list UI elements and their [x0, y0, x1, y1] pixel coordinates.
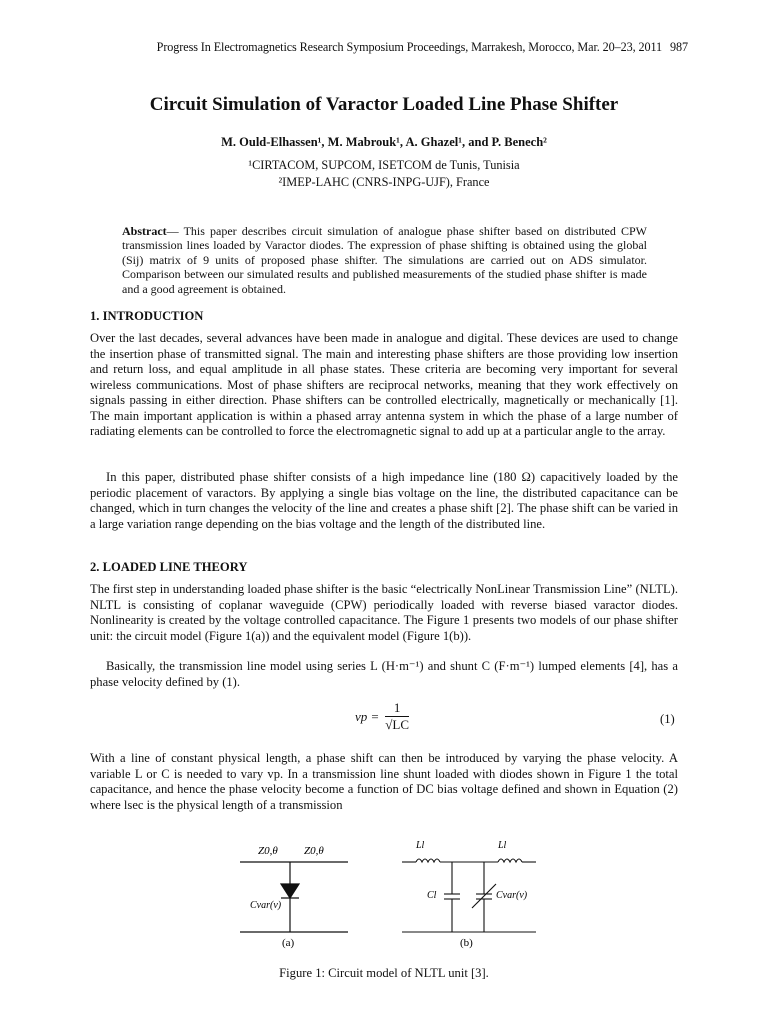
varactor-diode-icon: [281, 884, 299, 898]
circuit-model-a: [240, 862, 348, 932]
inductor-2-icon: [498, 859, 522, 862]
page-number: 987: [670, 40, 688, 54]
equation-denominator: √LC: [385, 717, 410, 732]
theory-paragraph-2: Basically, the transmission line model using series L (H·m⁻¹) and shunt C (F·m⁻¹) lumped elements [4], has a phase velocity defined by (1).: [90, 659, 678, 689]
affiliation-2: ²IMEP-LAHC (CNRS-INPG-UJF), France: [278, 175, 490, 189]
intro-paragraph-2: In this paper, distributed phase shifter consists of a high impedance line (180 Ω) capacitively loaded by the periodic placement of varactors. By applying a single bias voltage on the line, the distributed capacitance can be changed, which in turn changes the velocity of the line and creates a phase shift [2]. The phase shift can be varied in a large variation range depending on the bias voltage and the length of the distributed line.: [90, 470, 678, 531]
intro-heading: 1. INTRODUCTION: [90, 309, 204, 323]
equation-numerator: 1: [385, 700, 409, 717]
l-label-2: Ll: [498, 840, 507, 851]
z-label-2: Z0,θ: [304, 845, 324, 857]
theory-paragraph-3: With a line of constant physical length, a phase shift can then be introduced by varying the phase velocity. A variable L or C is needed to vary vp. In a transmission line shunt loaded with diodes shown in Figure 1 the total capacitance, and hence the phase velocity become a function of DC bias voltage defined and shown in Equation (2) where lsec is the physical length of a transmission: [90, 751, 678, 812]
author-list: M. Ould-Elhassen¹, M. Mabrouk¹, A. Ghazel¹, and P. Benech²: [221, 135, 547, 149]
affiliation-1: ¹CIRTACOM, SUPCOM, ISETCOM de Tunis, Tunisia: [248, 158, 520, 172]
abstract-text: — This paper describes circuit simulation of analogue phase shifter based on distributed CPW transmission lines loaded by Varactor diodes. The expression of phase shifting is obtained using the global (Sij) matrix of 9 units of proposed phase shifter. The simulations are carried out on ADS simulator. Comparison between our simulated results and published measurements of the studied phase shifter is made and a good agreement is obtained.: [122, 224, 647, 296]
cvar-label-b: Cvar(v): [496, 890, 528, 901]
figure-label-b: (b): [460, 937, 473, 949]
paper-title: Circuit Simulation of Varactor Loaded Line Phase Shifter: [149, 94, 619, 115]
figure-label-a: (a): [282, 937, 295, 949]
cvar-label-a: Cvar(v): [250, 900, 282, 911]
l-label-1: Ll: [416, 840, 425, 851]
equation-fraction: [385, 700, 409, 733]
abstract: [122, 224, 647, 296]
running-head-text: Progress In Electromagnetics Research Symposium Proceedings, Marrakesh, Morocco, Mar. 20–23, 2011: [156, 40, 663, 54]
intro-paragraph-1: Over the last decades, several advances have been made in analogue and digital. These devices are used to change the insertion phase of transmitted signal. The main and interesting phase shifters are those providing low insertion and return loss, and equal amplitude in all phase states. These criteria are becoming very important for several wireless communications. Most of phase shifters are reciprocal networks, meaning that they work effectively on signals passing in either direction. Phase shifters can be controlled electrically, magnetically or mechanically [1]. The main important application is within a phased array antenna system in which the phase of a large number of radiating elements can be controlled to force the electromagnetic signal to add up at a particular angle to the array.: [90, 331, 678, 438]
figure-1-circuit-diagram: [230, 832, 540, 950]
equation-number: (1): [660, 712, 675, 726]
figure-caption: Figure 1: Circuit model of NLTL unit [3].: [279, 966, 489, 980]
equation-lhs: vp =: [355, 708, 380, 724]
inductor-1-icon: [416, 859, 440, 862]
z-label-1: Z0,θ: [258, 845, 278, 857]
theory-paragraph-1: The first step in understanding loaded phase shifter is the basic “electrically NonLinear Transmission Line” (NLTL). NLTL is consisting of coplanar waveguide (CPW) periodically loaded with reverse biased varactor diodes. Nonlinearity is created by the voltage controlled capacitance. The Figure 1 presents two models of our phase shifter unit: the circuit model (Figure 1(a)) and the equivalent model (Figure 1(b)).: [90, 582, 678, 643]
running-head: [90, 40, 688, 55]
abstract-label: Abstract: [122, 224, 167, 238]
cl-label: Cl: [427, 890, 437, 901]
equation-1: [355, 700, 409, 733]
theory-heading: 2. LOADED LINE THEORY: [90, 560, 248, 574]
